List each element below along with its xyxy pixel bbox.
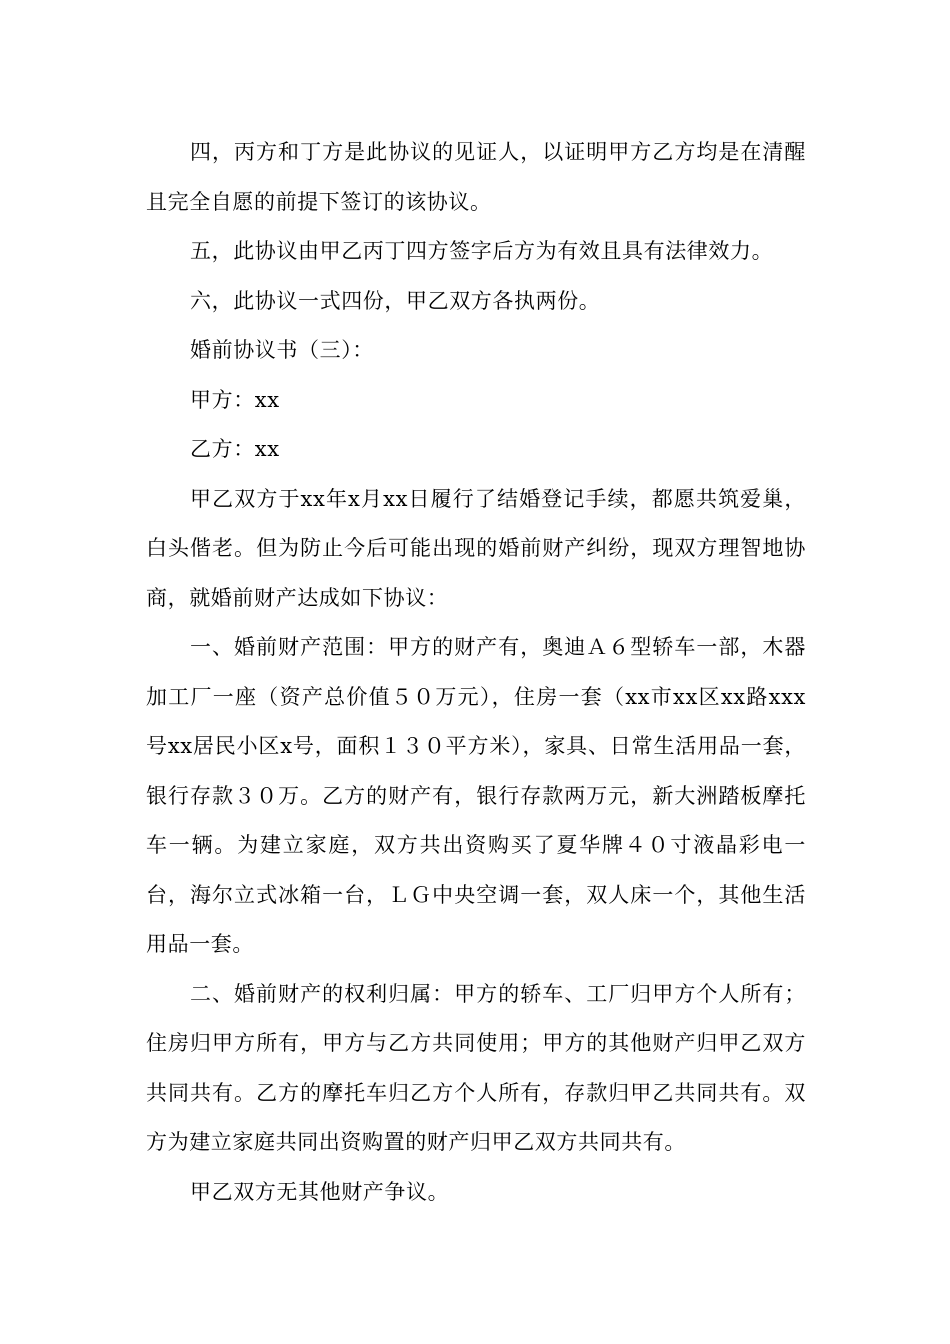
- closing-statement: 甲乙双方无其他财产争议。: [190, 1179, 450, 1204]
- clause-4-witnesses: 四，丙方和丁方是此协议的见证人，以证明甲方乙方均是在清醒且完全自愿的前提下签订的该协议。: [146, 140, 806, 214]
- clause-5-effectiveness: 五，此协议由甲乙丙丁四方签字后方为有效且具有法律效力。: [190, 239, 774, 263]
- clause-1-property-scope: 一、婚前财产范围：甲方的财产有，奥迪Ａ６型轿车一部，木器加工厂一座（资产总价值５０万元），住房一套（xx市xx区xx路xxx号xx居民小区x号，面积１３０平方米），家具、日常生活用品一套，银行存款３０万。乙方的财产有，银行存款两万元，新大洲踏板摩托车一辆。为建立家庭，双方共出资购买了夏华牌４０寸液晶彩电一台，海尔立式冰箱一台，ＬＧ中央空调一套，双人床一个，其他生活用品一套。: [146, 635, 806, 956]
- party-b: 乙方：xx: [190, 437, 280, 461]
- agreement-heading: 婚前协议书（三）：: [190, 338, 374, 362]
- preamble: 甲乙双方于xx年x月xx日履行了结婚登记手续，都愿共筑爱巢，白头偕老。但为防止今后可能出现的婚前财产纠纷，现双方理智地协商，就婚前财产达成如下协议：: [146, 486, 806, 610]
- clause-6-copies: 六，此协议一式四份，甲乙双方各执两份。: [190, 288, 601, 313]
- clause-2-ownership: 二、婚前财产的权利归属：甲方的轿车、工厂归甲方个人所有；住房归甲方所有，甲方与乙方共同使用；甲方的其他财产归甲乙双方共同共有。乙方的摩托车归乙方个人所有，存款归甲乙共同共有。双方为建立家庭共同出资购置的财产归甲乙双方共同共有。: [146, 981, 806, 1154]
- party-a: 甲方：xx: [190, 387, 280, 412]
